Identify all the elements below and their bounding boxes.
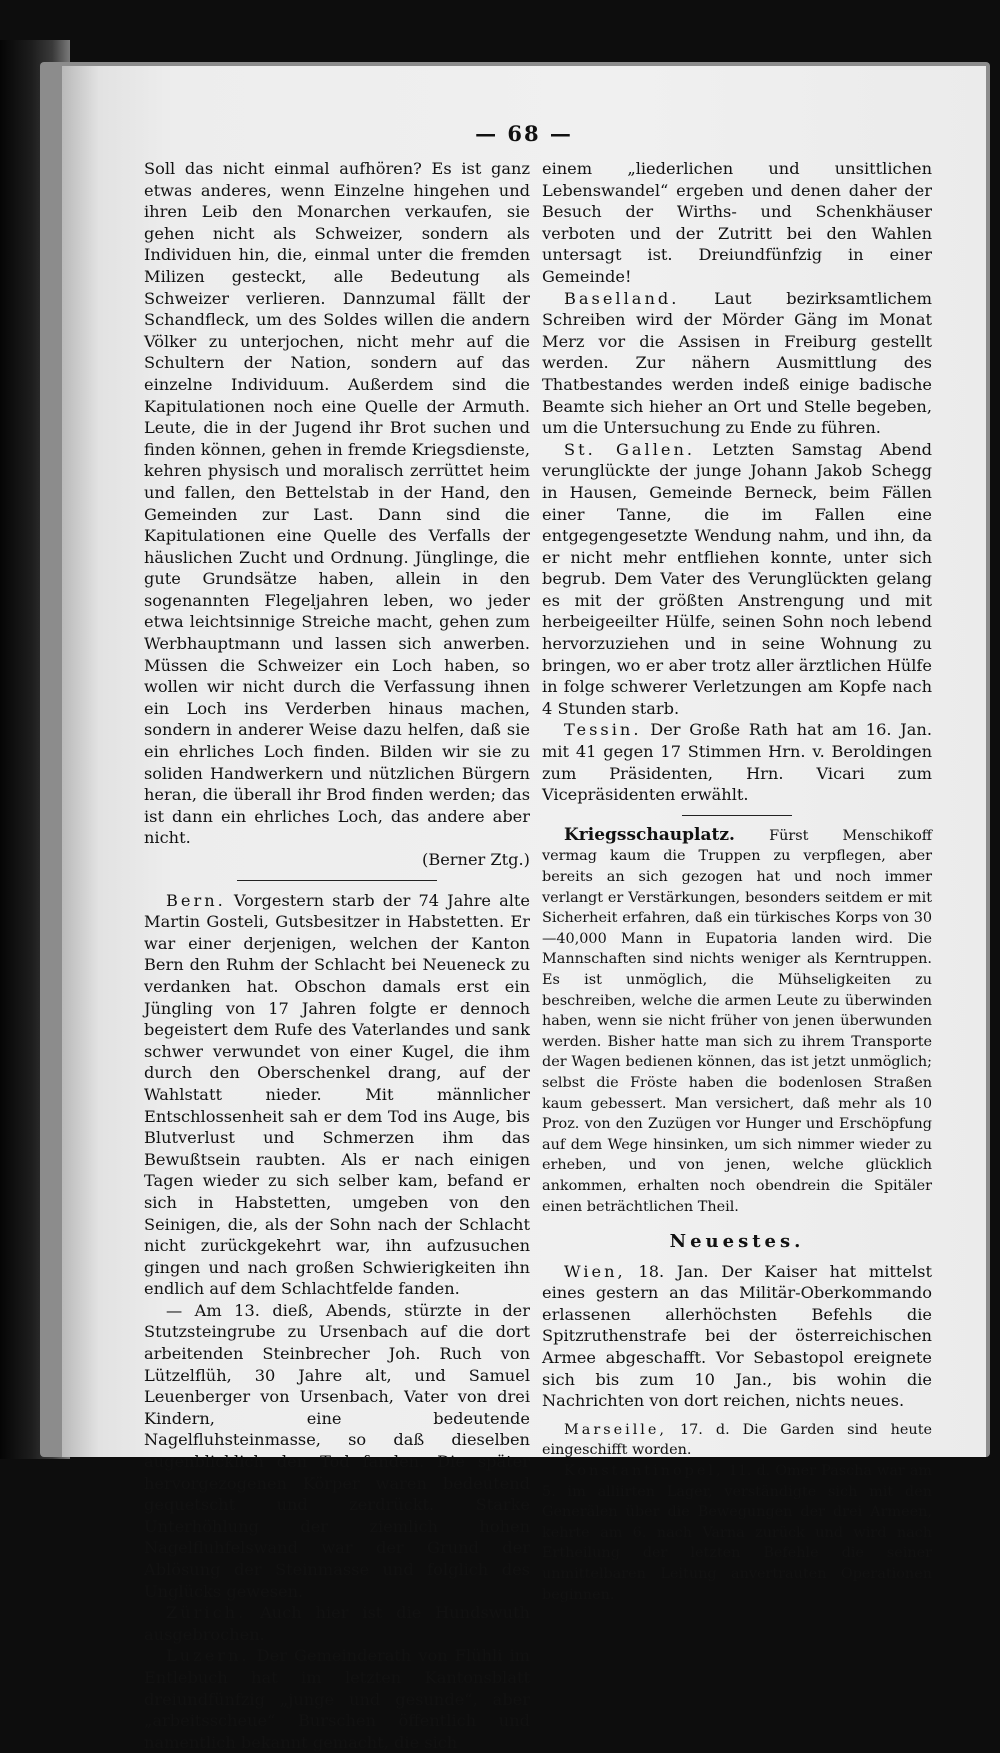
luzern-article [144, 1645, 530, 1753]
baselland-text: Laut bezirksamtlichem Schreiben wird der Mörder Gäng im Monat Merz vor die Assisen in Freiburg gestellt werden. Zur nähern Ausmittlung des Thatbestandes werden indeß einige badische Beamte sich hieher an Ort und Stelle begeben, um die Untersuchung zu Ende zu führen. [542, 288, 932, 438]
konstantinopel-place: Konstantinopel, [564, 1463, 724, 1480]
kriegsschauplatz-text: Fürst Menschikoff vermag kaum die Truppen zu verpflegen, aber bereits an sich gezogen hat und noch immer verlangt er Verstärkungen, besonders seitdem er mit Sicherheit erfahren, daß ein türkisches Korps von 30—40,000 Mann in Eupatoria landen wird. Die Mannschaften sind nichts weniger als Kerntruppen. Es ist unmöglich, die Mühseligkeiten zu beschreiben, welche die armen Leute zu überwinden haben, wenn sie nicht früher von jenen überwunden werden. Bisher hatte man sich zu ihrem Transporte der Wagen bedienen können, das ist jetzt unmöglich; selbst die Fröste haben die bodenlosen Straßen kaum gebessert. Man versichert, daß mehr als 10 Proz. von den Zuzügen vor Hunger und Erschöpfung auf dem Wege hinsinken, um sich nimmer wieder zu erheben, und von jenen, welche glücklich ankommen, erhalten noch obendrein die Spitäler einen beträchtlichen Theil. [542, 827, 932, 1215]
bern-article [144, 890, 530, 1300]
marseille-place: Marseille, [564, 1421, 667, 1438]
neuestes-heading: Neuestes. [669, 1231, 805, 1253]
kriegsschauplatz-heading: Kriegsschauplatz. [564, 824, 735, 845]
section-divider [682, 815, 792, 816]
luzern-place: Luzern. [166, 1646, 250, 1666]
luzern-text: Der Gemeinderath von Flühli im Entlebuch hat im letzten Kantonsblatt dreiundfünfzig „junge und gesunde“, aber „arbeitsscheue“ Burschen öffentlich und namentlich bekannt gemacht, die sich [144, 1646, 530, 1752]
section-divider [237, 880, 437, 881]
kapitulationen-paragraph: Soll das nicht einmal aufhören? Es ist ganz etwas anderes, wenn Einzelne hingehen und ihren Leib den Monarchen verkaufen, sie gehen nicht als Schweizer, sondern als Individuen hin, die, einmal unter die fremden Milizen gesteckt, alle Bedeutung als Schweizer verlieren. Dannzumal fällt der Schandfleck, um des Soldes willen die andern Völker zu unterjochen, nicht mehr auf die Schultern der Nation, sondern auf das einzelne Individuum. Außerdem sind die Kapitulationen noch eine Quelle der Armuth. Leute, die in der Jugend ihr Brot suchen und finden können, gehen in fremde Kriegsdienste, kehren physisch und moralisch zerrüttet heim und fallen, den Bettelstab in der Hand, den Gemeinden zur Last. Dann sind die Kapitulationen eine Quelle des Verfalls der häuslichen Zucht und Ordnung. Jünglinge, die gute Grundsätze haben, allein in den sogenannten Flegeljahren leben, wo jeder etwa leichtsinnige Streiche macht, gehen zum Werbhauptmann und lassen sich anwerben. Müssen die Schweizer ein Loch haben, so wollen wir nicht durch die Verfassung ihnen ein Loch ins Verderben hinaus machen, sondern in anderer Weise dazu helfen, daß sie ein ehrliches Loch finden. Bilden wir sie zu soliden Handwerkern und nützlichen Bürgern heran, die überall ihr Brod finden werden; das ist dann ein ehrliches Loch, das andere aber nicht. [144, 159, 530, 848]
page-number: — 68 — [475, 121, 573, 146]
source-citation: (Berner Ztg.) [422, 850, 530, 869]
baselland-place: Baselland. [564, 288, 680, 308]
right-column [542, 158, 932, 1605]
stgallen-text: Letzten Samstag Abend verunglückte der junge Johann Jakob Schegg in Hausen, Gemeinde Berneck, beim Fällen einer Tanne, die im Fallen eine entgegengesetzte Wendung nahm, und ihn, da er nicht mehr entfliehen konnte, unter sich begrub. Dem Vater des Verunglückten gelang es mit der größten Anstrengung und mit herbeigeeilter Hülfe, seinen Sohn noch lebend hervorzuziehen und in seine Wohnung zu bringen, wo er aber trotz aller ärztlichen Hülfe in folge schwerer Verletzungen am Kopfe nach 4 Stunden starb. [542, 439, 932, 718]
bern-place: Bern. [166, 890, 226, 910]
konstantinopel-article [542, 1461, 932, 1605]
marseille-article [542, 1420, 932, 1461]
tessin-text: Der Große Rath hat am 16. Jan. mit 41 gegen 17 Stimmen Hrn. v. Beroldingen zum Präsidenten, Hrn. Vicari zum Vicepräsidenten erwählt. [542, 720, 932, 805]
newspaper-page [62, 66, 986, 1752]
tessin-article [542, 719, 932, 805]
marseille-text: 17. d. Die Garden sind heute eingeschifft worden. [542, 1421, 932, 1459]
wien-place: Wien, [564, 1261, 626, 1281]
zuerich-text: Auch hier ist die Hundswuth ausgebrochen. [144, 1603, 530, 1644]
kriegsschauplatz-article [542, 825, 932, 1217]
stgallen-article [542, 439, 932, 720]
zuerich-place: Zürich. [166, 1603, 247, 1623]
konstantinopel-text: 11. d. Omer Pascha war am 5. im alliirten Lager, verständigte sich mit den Generälen über die Bewegungen der drei Armeen, kehrte am 6. nach Varna zurück und wird nach Ertheilung der letzten Befehle die seiner unmittelbaren Leitung anvertrauten Operationen beginnen. [542, 1463, 933, 1603]
bern-text: Vorgestern starb der 74 Jahre alte Martin Gosteli, Gutsbesitzer in Habstetten. Er war einer derjenigen, welchen der Kanton Bern den Ruhm der Schlacht bei Neueneck zu verdanken hat. Obschon damals erst ein Jüngling von 17 Jahren folgte er dennoch begeistert dem Rufe des Vaterlandes und sank schwer verwundet von einer Kugel, die ihm durch den Oberschenkel drang, auf der Wahlstatt nieder. Mit männlicher Entschlossenheit sah er dem Tod ins Auge, bis Blutverlust und Schmerzen ihm das Bewußtsein raubten. Als er nach einigen Tagen wieder zu sich selber kam, befand er sich in Habstetten, umgeben von den Seinigen, die, als der Sohn nach der Schlacht nicht zurückgekehrt war, ihn aufzusuchen gingen und nach großen Schwierigkeiten ihn endlich auf dem Schlachtfelde fanden. [144, 890, 530, 1299]
stgallen-place: St. Gallen. [564, 439, 696, 459]
baselland-article [542, 288, 932, 439]
wien-article [542, 1261, 932, 1412]
luzern-continuation: einem „liederlichen und unsittlichen Lebenswandel“ ergeben und denen daher der Besuch der Wirths- und Schenkhäuser verboten und der Zutritt bei den Wahlen untersagt ist. Dreiundfünfzig in einer Gemeinde! [542, 159, 932, 286]
left-column [144, 158, 530, 1753]
wien-text: 18. Jan. Der Kaiser hat mittelst eines gestern an das Militär-Oberkommando erlassenen allerhöchsten Befehls die Spitzruthenstrafe bei der österreichischen Armee abgeschafft. Vor Sebastopol ereignete sich bis zum 10 Jan., bis wohin die Nachrichten von dort reichen, nichts neues. [542, 1261, 932, 1411]
spacer [542, 1412, 932, 1420]
zuerich-article [144, 1602, 530, 1645]
bern-second-article: — Am 13. dieß, Abends, stürzte in der Stutzsteingrube zu Ursenbach auf die dort arbeitenden Steinbrecher Joh. Ruch von Lützelflüh, 30 Jahre alt, und Samuel Leuenberger von Ursenbach, Vater von drei Kindern, eine bedeutende Nagelfluhsteinmasse, so daß dieselben augenblicklich den Tod fanden. Die später hervorgezogenen Körper waren bedeutend gequetscht und zerdrückt. Starke Unterhöhlung der ziemlich hohen Nagelfluhfelswand war der Grund der Ablösung der Steinmasse und folglich des Unglücks gewesen. [144, 1300, 530, 1601]
tessin-place: Tessin. [564, 720, 642, 740]
